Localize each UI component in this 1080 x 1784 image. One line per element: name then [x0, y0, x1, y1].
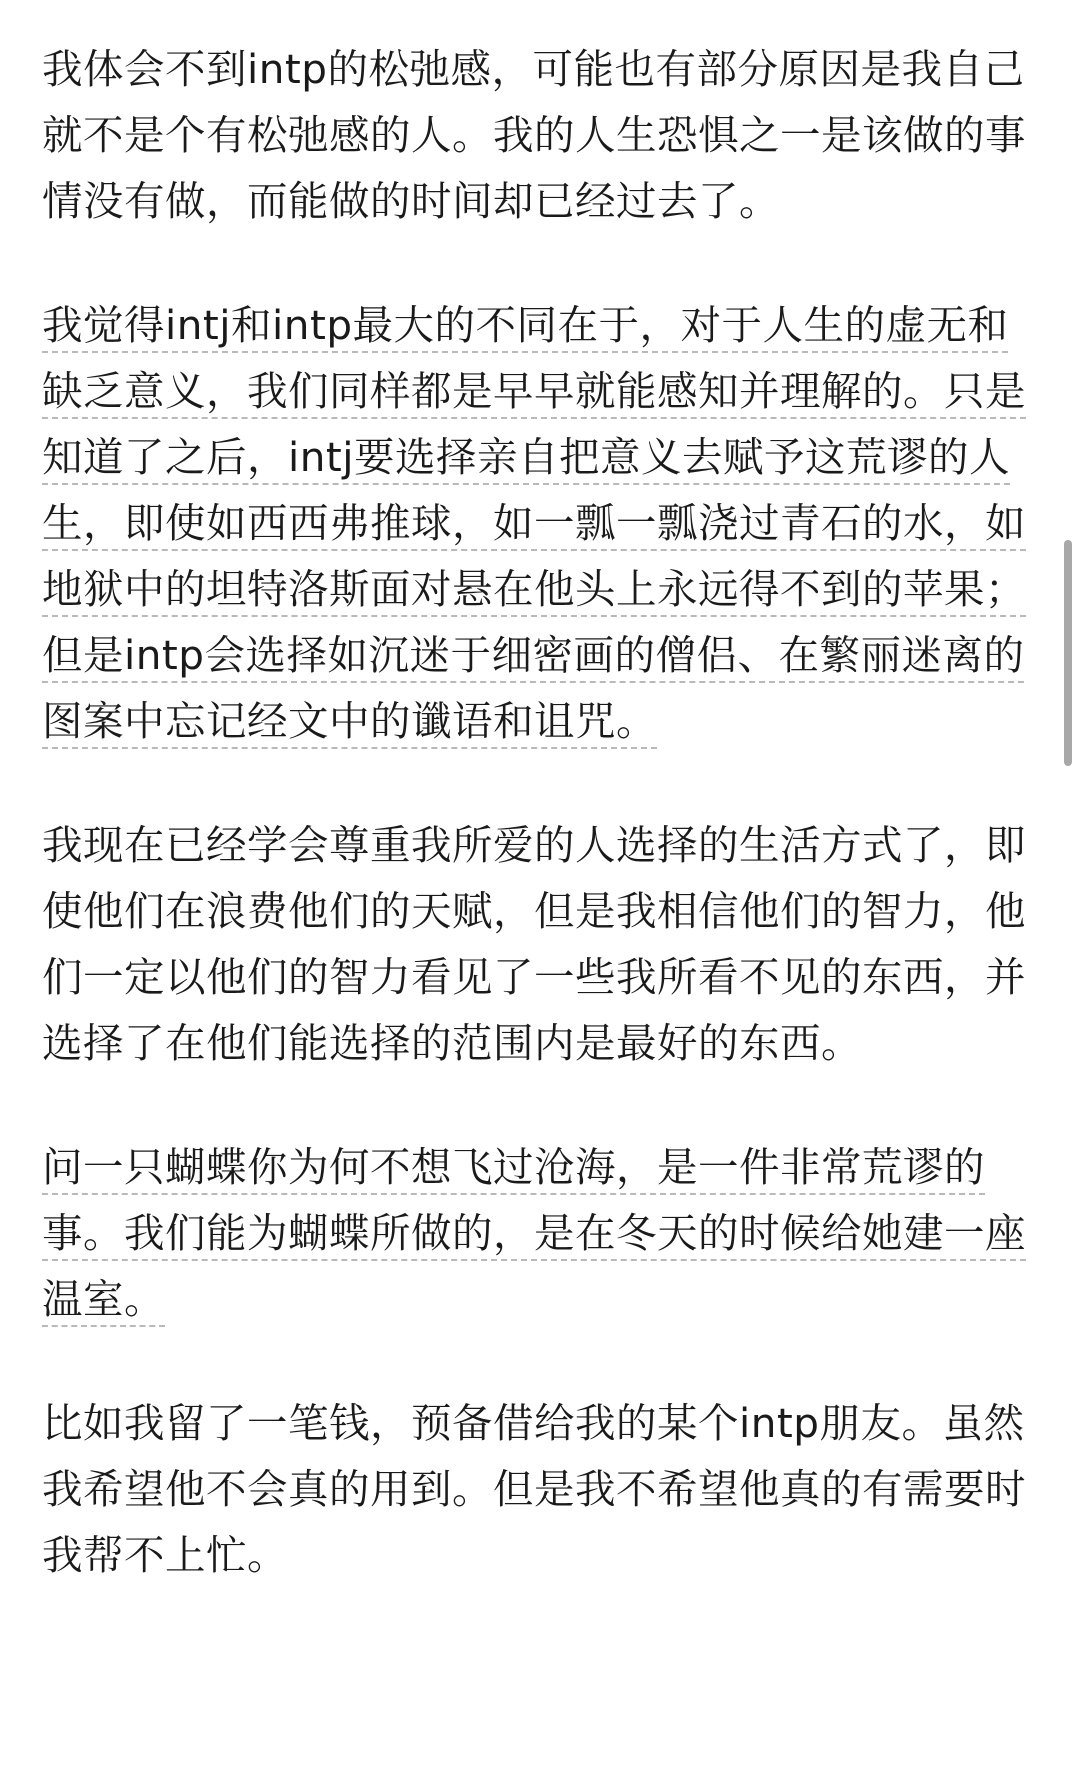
- paragraph-5-text: 比如我留了一笔钱，预备借给我的某个intp朋友。虽然我希望他不会真的用到。但是我不希望他真的有需要时我帮不上忙。: [42, 1399, 1026, 1579]
- scrollbar-thumb[interactable]: [1064, 540, 1072, 766]
- paragraph-5: [42, 1390, 1032, 1588]
- paragraph-1-text: 我体会不到intp的松弛感，可能也有部分原因是我自己就不是个有松弛感的人。我的人生恐惧之一是该做的事情没有做，而能做的时间却已经过去了。: [42, 45, 1026, 225]
- paragraph-4-text: 问一只蝴蝶你为何不想飞过沧海，是一件非常荒谬的事。我们能为蝴蝶所做的，是在冬天的时候给她建一座温室。: [42, 1143, 1026, 1323]
- paragraph-3: [42, 812, 1032, 1076]
- paragraph-2-underlined: [42, 292, 1032, 754]
- paragraph-4-underlined: [42, 1134, 1032, 1332]
- paragraph-1: [42, 36, 1032, 234]
- paragraph-3-text: 我现在已经学会尊重我所爱的人选择的生活方式了，即使他们在浪费他们的天赋，但是我相信他们的智力，他们一定以他们的智力看见了一些我所看不见的东西，并选择了在他们能选择的范围内是最好的东西。: [42, 821, 1026, 1067]
- paragraph-2-text: 我觉得intj和intp最大的不同在于，对于人生的虚无和缺乏意义，我们同样都是早早就能感知并理解的。只是知道了之后，intj要选择亲自把意义去赋予这荒谬的人生，即使如西西弗推球，如一瓢一瓢浇过青石的水，如地狱中的坦特洛斯面对悬在他头上永远得不到的苹果；但是intp会选择如沉迷于细密画的僧侣、在繁丽迷离的图案中忘记经文中的谶语和诅咒。: [42, 301, 1026, 745]
- article-body: [42, 36, 1032, 1646]
